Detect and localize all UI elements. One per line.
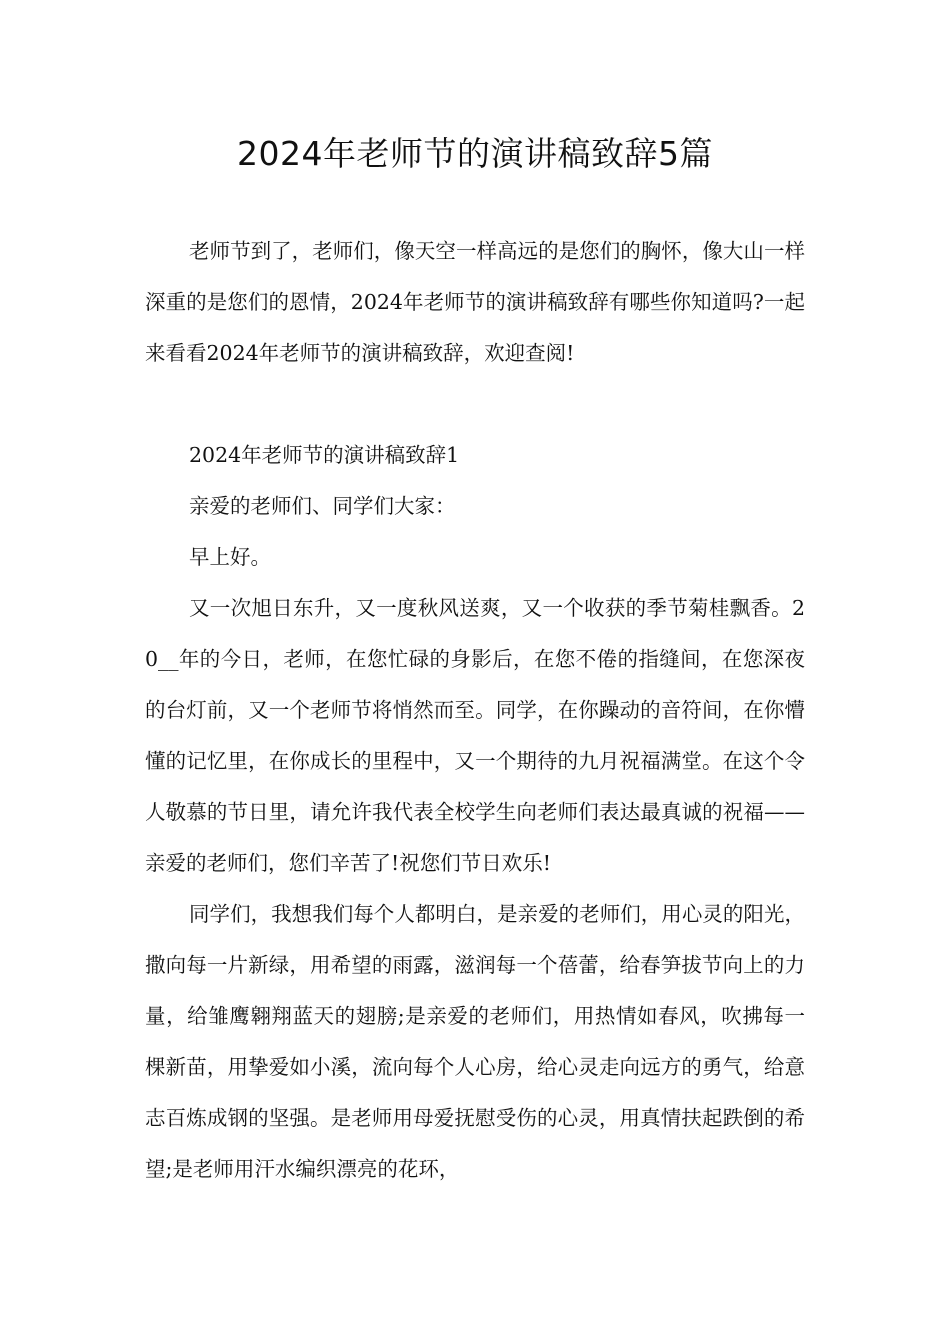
greeting: 早上好。 (189, 545, 271, 569)
document-body (145, 226, 805, 1195)
section-heading: 2024年老师节的演讲稿致辞1 (189, 443, 460, 467)
body-paragraph-1: 又一次旭日东升，又一度秋风送爽，又一个收获的季节菊桂飘香。20__年的今日，老师，在您忙碌的身影后，在您不倦的指缝间，在您深夜的台灯前，又一个老师节将悄然而至。同学，在你躁动的音符间，在你懵懂的记忆里，在你成长的里程中，又一个期待的九月祝福满堂。在这个令人敬慕的节日里，请允许我代表全校学生向老师们表达最真诚的祝福——亲爱的老师们，您们辛苦了!祝您们节日欢乐! (145, 596, 805, 875)
body-paragraph-2: 同学们，我想我们每个人都明白，是亲爱的老师们，用心灵的阳光，撒向每一片新绿，用希望的雨露，滋润每一个蓓蕾，给春笋拔节向上的力量，给雏鹰翱翔蓝天的翅膀;是亲爱的老师们，用热情如春风，吹拂每一棵新苗，用挚爱如小溪，流向每个人心房，给心灵走向远方的勇气，给意志百炼成钢的坚强。是老师用母爱抚慰受伤的心灵，用真情扶起跌倒的希望;是老师用汗水编织漂亮的花环， (145, 902, 805, 1181)
salutation: 亲爱的老师们、同学们大家： (189, 494, 456, 518)
document-title: 2024年老师节的演讲稿致辞5篇 (237, 134, 713, 173)
paragraph-spacer (145, 379, 805, 430)
intro-paragraph: 老师节到了，老师们，像天空一样高远的是您们的胸怀，像大山一样深重的是您们的恩情，2024年老师节的演讲稿致辞有哪些你知道吗?一起来看看2024年老师节的演讲稿致辞，欢迎查阅! (145, 239, 805, 365)
